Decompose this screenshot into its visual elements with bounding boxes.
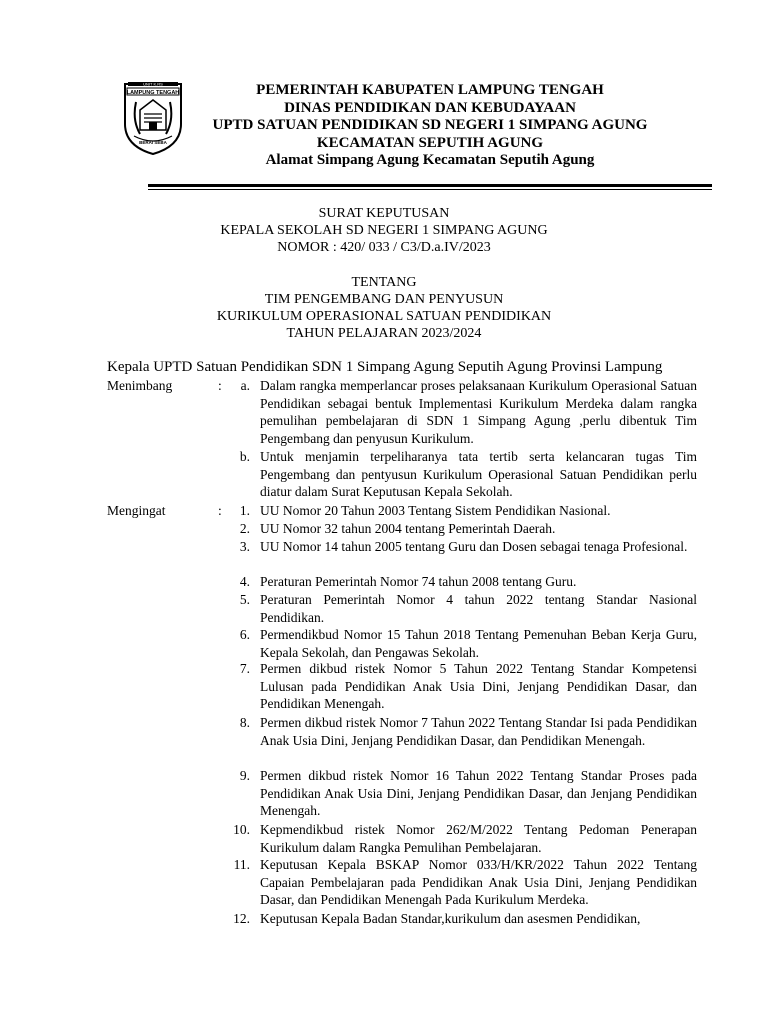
mengingat-item-text: UU Nomor 14 tahun 2005 tentang Guru dan Dosen sebagai tenaga Profesional. bbox=[260, 539, 688, 554]
subject-line-team: TIM PENGEMBANG DAN PENYUSUN bbox=[264, 292, 504, 307]
emblem-motto-text: BERAI SEBA bbox=[139, 140, 167, 145]
decree-title bbox=[0, 206, 768, 256]
mengingat-item-text: UU Nomor 32 tahun 2004 tentang Pemerintah Daerah. bbox=[260, 521, 556, 536]
mengingat-item-text: Kepmendikbud ristek Nomor 262/M/2022 Tentang Pedoman Penerapan Kurikulum dalam Rangka Pemulihan Pembelajaran. bbox=[260, 822, 697, 855]
menimbang-colon: : bbox=[218, 378, 222, 393]
mengingat-item-text: Keputusan Kepala BSKAP Nomor 033/H/KR/2022 Tahun 2022 Tentang Capaian Pembelajaran pada Pendidikan Anak Usia Dini, Jenjang Pendidikan Dasar, dan Pendidikan Menengah Pada Kurikulum Merdeka. bbox=[260, 857, 697, 907]
mengingat-item-marker: 10. bbox=[233, 822, 250, 837]
mengingat-item-text: Peraturan Pemerintah Nomor 74 tahun 2008 tentang Guru. bbox=[260, 574, 577, 589]
mengingat-item-marker: 3. bbox=[239, 539, 250, 554]
mengingat-item-marker: 6. bbox=[239, 627, 250, 642]
menimbang-item-text: Dalam rangka memperlancar proses pelaksanaan Kurikulum Operasional Satuan Pendidikan sebagai bentuk Implementasi Kurikulum Merdeka dalam rangka pemulihan pembelajaran di SDN 1 Simpang Agung ,perlu dibentuk Tim Pengembang dan penyusun Kurikulum. bbox=[260, 378, 697, 446]
letterhead-school: UPTD SATUAN PENDIDIKAN SD NEGERI 1 SIMPANG AGUNG bbox=[212, 117, 648, 133]
mengingat-item-text: Permen dikbud ristek Nomor 7 Tahun 2022 Tentang Standar Isi pada Pendidikan Anak Usia Dini, Jenjang Pendidikan Dasar, dan Pendidikan Menengah. bbox=[260, 715, 697, 748]
mengingat-item-text: Permendikbud Nomor 15 Tahun 2018 Tentang Pemenuhan Beban Kerja Guru, Kepala Sekolah, dan Pengawas Sekolah. bbox=[260, 627, 697, 660]
mengingat-label: Mengingat bbox=[107, 503, 166, 518]
mengingat-item-text: Keputusan Kepala Badan Standar,kurikulum dan asesmen Pendidikan, bbox=[260, 911, 641, 926]
decree-type: SURAT KEPUTUSAN bbox=[318, 206, 450, 221]
mengingat-colon: : bbox=[218, 503, 222, 518]
mengingat-item-marker: 9. bbox=[239, 768, 250, 783]
mengingat-item-text: Permen dikbud ristek Nomor 16 Tahun 2022 Tentang Standar Proses pada Pendidikan Anak Usia Dini, Jenjang Pendidikan Dasar, dan Jenjang Pendidikan Menengah. bbox=[260, 768, 697, 818]
mengingat-item-marker: 12. bbox=[233, 911, 250, 926]
subject-line-year: TAHUN PELAJARAN 2023/2024 bbox=[286, 326, 482, 341]
mengingat-item-marker: 7. bbox=[239, 661, 250, 676]
letterhead-divider-thin bbox=[148, 189, 712, 190]
subject-heading: TENTANG bbox=[351, 275, 417, 290]
decree-subject bbox=[0, 275, 768, 342]
letterhead-department: DINAS PENDIDIKAN DAN KEBUDAYAAN bbox=[284, 99, 576, 116]
subject-line-curriculum: KURIKULUM OPERASIONAL SATUAN PENDIDIKAN bbox=[216, 309, 552, 324]
opening-statement: Kepala UPTD Satuan Pendidikan SDN 1 Simpang Agung Seputih Agung Provinsi Lampung bbox=[107, 359, 663, 375]
mengingat-item-marker: 5. bbox=[239, 592, 250, 607]
mengingat-item-marker: 2. bbox=[239, 521, 250, 536]
menimbang-item-marker: a. bbox=[240, 378, 250, 393]
letterhead-government: PEMERINTAH KABUPATEN LAMPUNG TENGAH bbox=[256, 82, 604, 98]
mengingat-item-text: Peraturan Pemerintah Nomor 4 tahun 2022 tentang Standar Nasional Pendidikan. bbox=[260, 592, 697, 625]
letterhead-district: KECAMATAN SEPUTIH AGUNG bbox=[316, 134, 544, 151]
emblem-banner-text: LAMPUNG TENGAH bbox=[126, 90, 180, 96]
mengingat-item-marker: 1. bbox=[239, 503, 250, 518]
decree-number: NOMOR : 420/ 033 / C3/D.a.IV/2023 bbox=[277, 240, 491, 255]
decree-issuer: KEPALA SEKOLAH SD NEGERI 1 SIMPANG AGUNG bbox=[220, 223, 548, 238]
mengingat-item-marker: 11. bbox=[233, 857, 250, 872]
mengingat-item-marker: 4. bbox=[239, 574, 250, 589]
letterhead bbox=[150, 82, 710, 170]
emblem-top-text: UNIT K.RS bbox=[143, 81, 163, 87]
letterhead-divider-thick bbox=[148, 184, 712, 187]
mengingat-item-marker: 8. bbox=[239, 715, 250, 730]
menimbang-item-marker: b. bbox=[239, 449, 250, 464]
menimbang-label: Menimbang bbox=[107, 378, 173, 393]
mengingat-item-text: UU Nomor 20 Tahun 2003 Tentang Sistem Pendidikan Nasional. bbox=[260, 503, 611, 518]
mengingat-item-text: Permen dikbud ristek Nomor 5 Tahun 2022 Tentang Standar Kompetensi Lulusan pada Pendidikan Anak Usia Dini, Jenjang Pendidikan Dasar, dan Pendidikan Menengah. bbox=[260, 661, 697, 711]
letterhead-address: Alamat Simpang Agung Kecamatan Seputih Agung bbox=[265, 152, 595, 168]
menimbang-item-text: Untuk menjamin terpeliharanya tata tertib serta kelancaran tugas Tim Pengembang dan pentyusun Kurikulum Operasional Satuan Pendidikan perlu diatur dalam Surat Keputusan Kepala Sekolah. bbox=[260, 449, 697, 499]
